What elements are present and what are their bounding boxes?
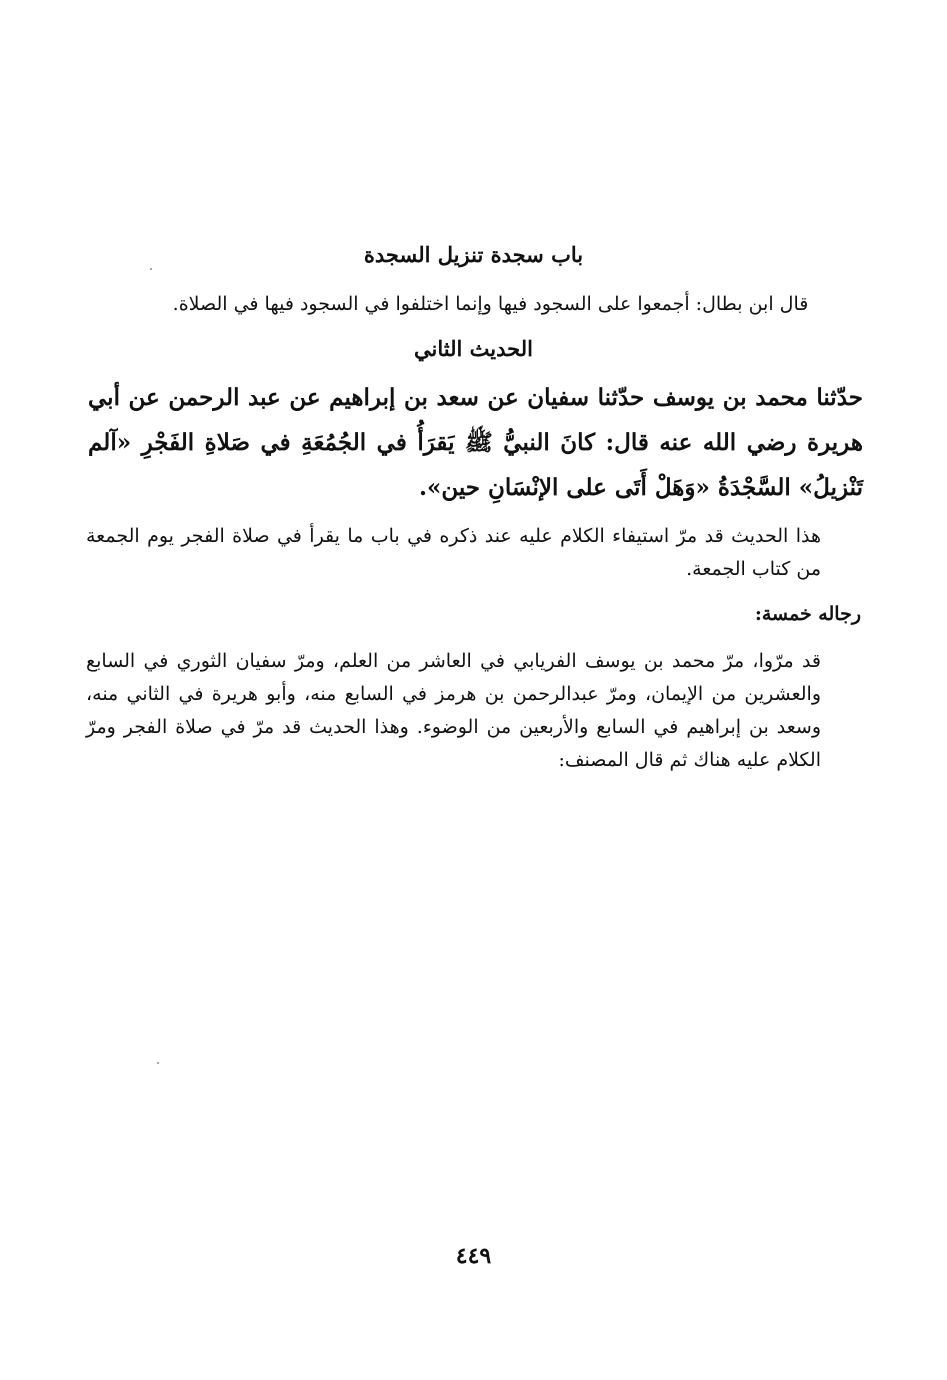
chapter-title: باب سجدة تنزيل السجدة	[363, 242, 584, 267]
narrators-paragraph: قد مرّوا، مرّ محمد بن يوسف الفريابي في العاشر من العلم، ومرّ سفيان الثوري في السابع والعشرين من الإيمان، ومرّ عبدالرحمن بن هرمز في السابع منه، وأبو هريرة في الثاني منه، وسعد بن إبراهيم في السابع والأربعين من الوضوء. وهذا الحديث قد مرّ في صلاة الفجر ومرّ الكلام عليه هناك ثم قال المصنف:	[86, 650, 821, 771]
intro-paragraph: قال ابن بطال: أجمعوا على السجود فيها وإنما اختلفوا في السجود فيها في الصلاة.	[172, 293, 809, 315]
page-number: ٤٤٩	[455, 1243, 492, 1269]
commentary-paragraph: هذا الحديث قد مرّ استيفاء الكلام عليه عند ذكره في باب ما يقرأ في صلاة الفجر يوم الجمعة من كتاب الجمعة.	[86, 525, 821, 580]
scan-speck	[150, 268, 152, 270]
hadith-text: حدّثنا محمد بن يوسف حدّثنا سفيان عن سعد بن إبراهيم عن عبد الرحمن عن أبي هريرة رضي الله عنه قال: كانَ النبيُّ ﷺ يَقرَأُ في الجُمُعَةِ في صَلاةِ الفَجْرِ «آلم تَنْزيلُ» السَّجْدَةُ «وَهَلْ أَتَى على الإنْسَانِ حين».	[88, 384, 863, 501]
scan-speck	[157, 1062, 159, 1064]
hadith-heading: الحديث الثاني	[414, 336, 533, 361]
narrators-heading: رجاله خمسة:	[754, 603, 861, 625]
